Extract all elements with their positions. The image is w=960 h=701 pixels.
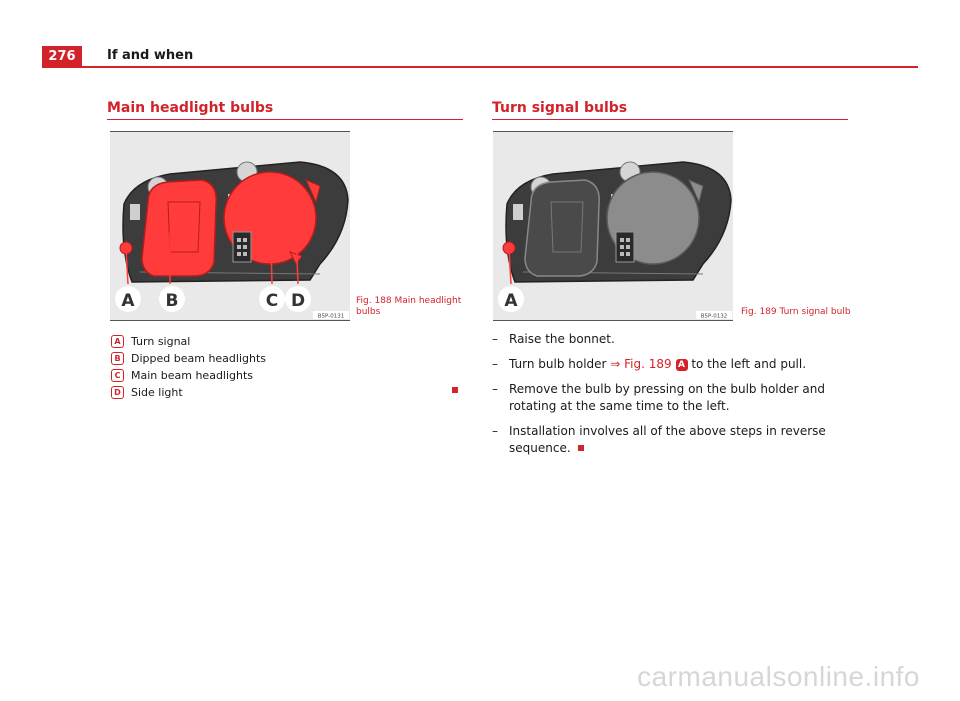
legend-letter: B [111, 352, 124, 365]
legend-text: Turn signal [131, 335, 191, 348]
chapter-title: If and when [107, 48, 194, 63]
legend-text: Side light [131, 386, 183, 399]
figure-code: B5P-0132 [700, 313, 728, 320]
watermark-text: carmanualsonline.info [637, 661, 920, 692]
instruction-steps [492, 331, 852, 465]
page-number: 276 [42, 46, 82, 68]
legend-item [111, 384, 266, 401]
step-text: Installation involves all of the above steps in reverse sequence. [509, 424, 826, 455]
step-item: – Remove the bulb by pressing on the bulb holder and rotating at the same time to the left. [492, 381, 852, 415]
section-end-mark-left [452, 387, 458, 393]
callout-label-c: C [265, 291, 279, 311]
legend-letter: C [111, 369, 124, 382]
step-text: Turn bulb holder ⇒ Fig. 189 A to the left and pull. [509, 357, 807, 371]
figure-caption-189: Fig. 189 Turn signal bulb [741, 307, 851, 317]
callout-letter-box: A [676, 359, 688, 371]
step-item: – Turn bulb holder ⇒ Fig. 189 A to the left and pull. [492, 357, 807, 371]
callout-label-a: A [121, 291, 135, 311]
step-text: Remove the bulb by pressing on the bulb holder and rotating at the same time to the left. [509, 382, 825, 413]
callout-label-a: A [504, 291, 518, 311]
legend-item [111, 367, 266, 384]
callout-label-d: D [290, 291, 306, 311]
step-item: – Raise the bonnet. [492, 332, 615, 346]
section-rule-right [492, 119, 848, 120]
section-title-main-headlight: Main headlight bulbs [107, 100, 274, 116]
figure-main-headlight [110, 131, 350, 321]
callout-label-b: B [165, 291, 179, 311]
figure-turn-signal [493, 131, 733, 321]
figure-code: B5P-0131 [317, 313, 345, 320]
headlight-illustration [110, 132, 350, 320]
legend-text: Main beam headlights [131, 369, 254, 382]
legend-text: Dipped beam headlights [131, 352, 267, 365]
legend-list [111, 333, 266, 401]
section-title-turn-signal: Turn signal bulbs [492, 100, 628, 116]
section-rule-left [107, 119, 463, 120]
legend-item [111, 350, 266, 367]
figure-reference-link[interactable]: ⇒ Fig. 189 [610, 357, 672, 371]
section-end-mark-right [578, 445, 584, 451]
figure-caption-188: Fig. 188 Main headlight bulbs [356, 296, 462, 317]
turn-signal-illustration [493, 132, 733, 320]
header-rule [82, 66, 918, 68]
legend-letter: A [111, 335, 124, 348]
step-item: – Installation involves all of the above steps in reverse sequence. [492, 423, 852, 457]
step-text: Raise the bonnet. [509, 332, 615, 346]
legend-item [111, 333, 266, 350]
legend-letter: D [111, 386, 124, 399]
